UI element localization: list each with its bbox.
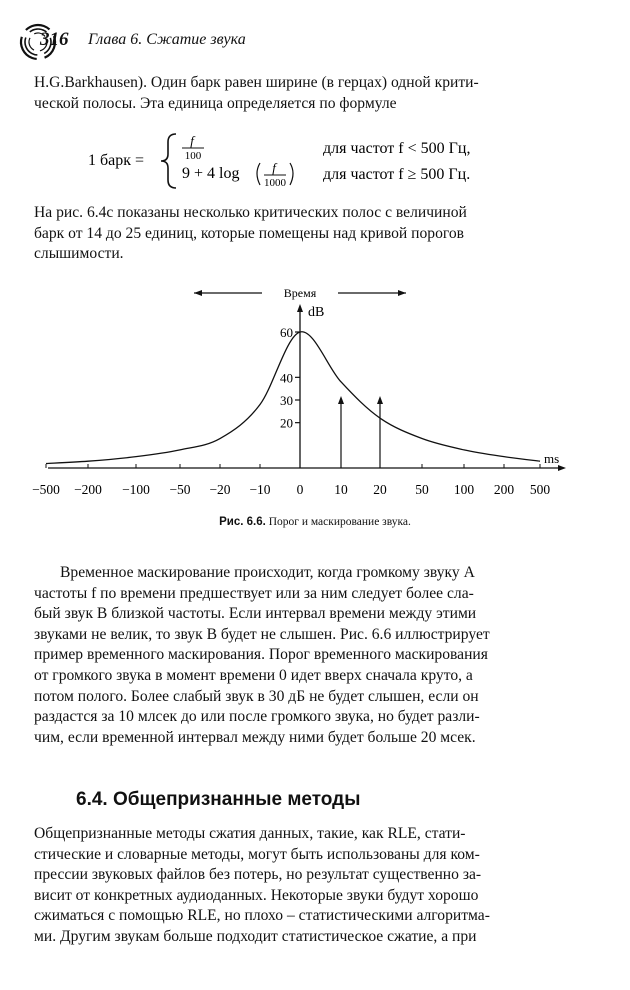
x-tick-label: 100 xyxy=(453,482,475,497)
section-heading: 6.4. Общепризнанные методы xyxy=(76,789,361,810)
caption-text: Порог и маскирование звука. xyxy=(268,516,411,528)
text-line: чим, если временной интервал между ними будет больше 20 мсек. xyxy=(34,728,476,746)
paragraph-critical-bands xyxy=(34,203,574,265)
formula-lhs: 1 барк = xyxy=(88,152,145,169)
masking-chart xyxy=(30,280,590,505)
x-tick-label: 10 xyxy=(334,482,348,497)
text-line: ми. Другим звукам больше подходит статистическое сжатие, а при xyxy=(34,927,477,945)
y-tick-label: 40 xyxy=(280,370,293,386)
text-line: ческой полосы. Эта единица определяется по формуле xyxy=(34,94,397,112)
text-line: прессии звуковых файлов без потерь, но результат существенно за- xyxy=(34,866,482,884)
y-axis-arrowhead xyxy=(297,304,303,312)
text-line: от громкого звука в момент времени 0 идет вверх сначала круто, а xyxy=(34,666,473,684)
caption-label: Рис. 6.6. xyxy=(219,516,266,528)
frac1-numerator: f xyxy=(190,133,194,148)
x-tick-label: 20 xyxy=(373,482,387,497)
chapter-title: Глава 6. Сжатие звука xyxy=(88,31,246,48)
paragraph-common-methods xyxy=(34,824,574,948)
time-arrow-right-head xyxy=(398,290,406,296)
case2-expression: 9 + 4 log xyxy=(182,165,240,182)
text-line: Общепризнанные методы сжатия данных, такие, как RLE, стати- xyxy=(34,825,466,842)
x-tick-label: 50 xyxy=(415,482,429,497)
frac2-numerator: f xyxy=(272,160,276,175)
paren-left xyxy=(257,163,260,185)
text-line: сжиматься с помощью RLE, но плохо – статистическими алгоритма- xyxy=(34,907,490,925)
intro-paragraph xyxy=(34,73,574,114)
paragraph-temporal-masking xyxy=(34,563,574,748)
formula-brace xyxy=(161,134,176,188)
text-line: барк от 14 до 25 единиц, которые помещены над кривой порогов xyxy=(34,224,465,242)
text-line: H.G.Barkhausen). Один барк равен ширине (в герцах) одной крити- xyxy=(34,74,479,91)
y-axis-label: dB xyxy=(308,305,325,320)
text-line: бый звук B близкой частоты. Если интервал времени между этими xyxy=(34,605,477,623)
running-header xyxy=(14,22,614,62)
masked-sound-arrowhead xyxy=(377,396,383,404)
frac1-denominator: 100 xyxy=(184,150,202,162)
text-line: Временное маскирование происходит, когда громкому звуку A xyxy=(60,564,475,581)
x-axis-arrowhead xyxy=(558,465,566,471)
x-tick-label: 500 xyxy=(529,482,551,497)
bark-formula xyxy=(88,130,528,192)
threshold-curve xyxy=(46,332,540,464)
text-line: слышимости. xyxy=(34,245,124,263)
masked-sound-arrowhead xyxy=(338,396,344,404)
case1-condition: для частот f < 500 Гц, xyxy=(323,140,471,157)
y-tick-label: 60 xyxy=(280,325,293,340)
x-tick-label: 0 xyxy=(296,482,304,497)
chart-title: Время xyxy=(283,286,317,300)
x-axis-label: ms xyxy=(544,451,560,466)
paren-right xyxy=(290,163,293,185)
y-tick-label: 30 xyxy=(280,393,293,408)
text-line: потом полого. Более слабый звук в 30 дБ не будет слышен, если он xyxy=(34,687,479,705)
x-tick-label: −500 xyxy=(32,482,60,497)
x-tick-label: 200 xyxy=(493,482,515,497)
figure-caption xyxy=(0,516,630,528)
text-line: На рис. 6.4c показаны несколько критических полос с величиной xyxy=(34,204,467,221)
case2-condition: для частот f ≥ 500 Гц. xyxy=(323,166,471,183)
x-tick-label: −50 xyxy=(169,482,191,497)
text-line: стические и словарные методы, могут быть использованы для ком- xyxy=(34,845,480,863)
time-arrow-left-head xyxy=(194,290,202,296)
text-line: раздастся за 10 млсек до или после громкого звука, но будет разли- xyxy=(34,708,480,726)
text-line: пример временного маскирования. Порог временного маскирования xyxy=(34,646,488,664)
x-tick-label: −20 xyxy=(209,482,231,497)
page-number: 316 xyxy=(40,29,69,50)
text-line: частоты f по времени предшествует или за ним следует более сла- xyxy=(34,584,474,602)
text-line: звуками не велик, то звук B будет не слышен. Рис. 6.6 иллюстрирует xyxy=(34,625,490,643)
x-tick-label: −100 xyxy=(122,482,150,497)
y-tick-label: 20 xyxy=(280,415,293,431)
frac2-denominator: 1000 xyxy=(264,177,286,189)
x-tick-label: −200 xyxy=(74,482,102,497)
text-line: висит от конкретных аудиоданных. Некоторые звуки будут хорошо xyxy=(34,886,479,904)
x-tick-label: −10 xyxy=(249,482,271,497)
